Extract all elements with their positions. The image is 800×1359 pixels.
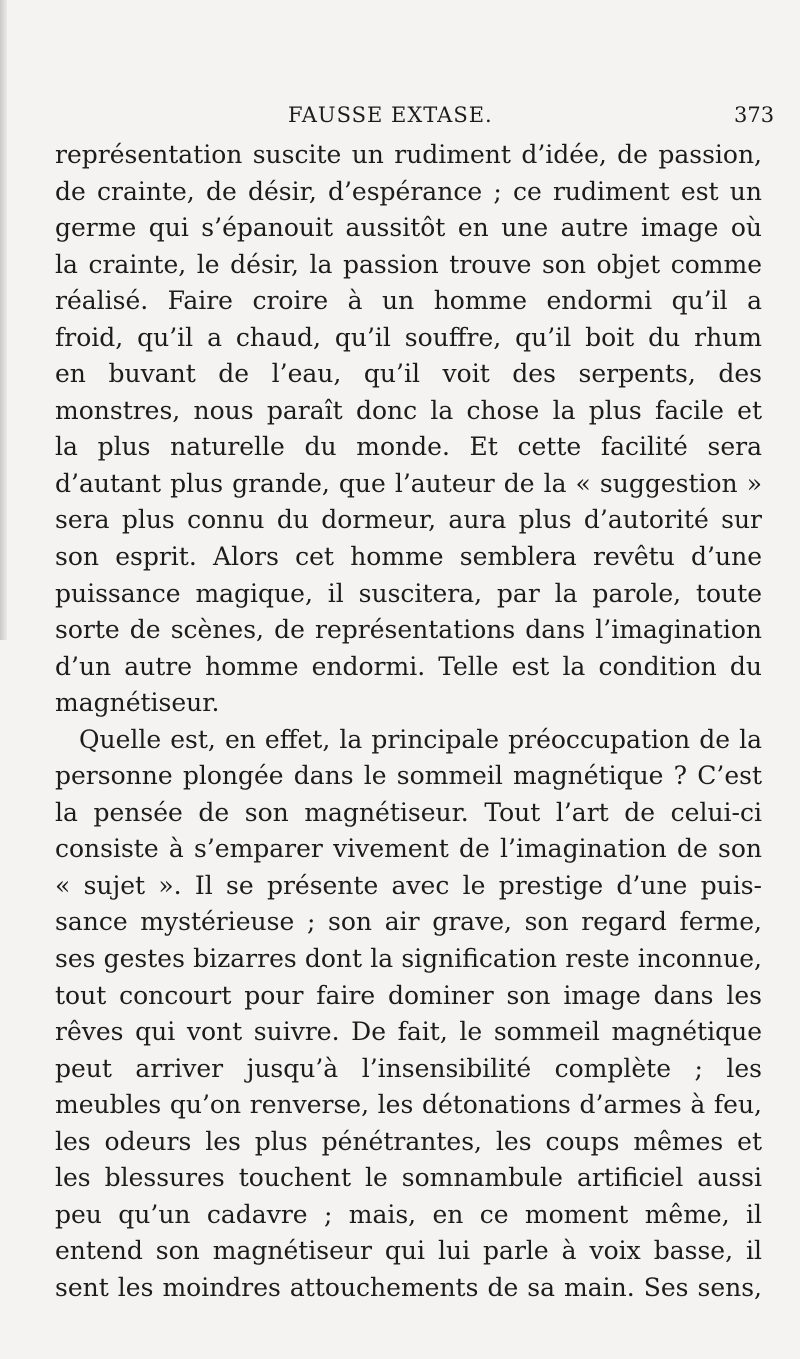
page-edge-shadow [0, 0, 7, 640]
body-text [55, 137, 762, 1307]
text-line: d’un autre homme endormi. Telle est la condition du [55, 651, 762, 681]
text-line: puissance magique, il suscitera, par la parole, toute [55, 578, 762, 608]
text-line: sorte de scènes, de représentations dans l’imagination [55, 615, 762, 645]
text-line: consiste à s’emparer vivement de l’imagination de son [55, 834, 762, 864]
text-line: la plus naturelle du monde. Et cette facilité sera [55, 432, 762, 462]
page-number: 373 [734, 103, 775, 127]
text-line: sent les moindres attouchements de sa main. Ses sens, [55, 1272, 762, 1302]
text-line: d’autant plus grande, que l’auteur de la « suggestion » [55, 468, 762, 498]
text-line: représentation suscite un rudiment d’idée, de passion, [55, 140, 762, 169]
text-line: « sujet ». Il se présente avec le prestige d’une puis- [55, 870, 762, 900]
text-line: la pensée de son magnétiseur. Tout l’art de celui-ci [55, 797, 762, 827]
text-line: réalisé. Faire croire à un homme endormi qu’il a [55, 286, 762, 316]
text-line: Quelle est, en effet, la principale préoccupation de la [79, 724, 762, 754]
text-line: magnétiseur. [55, 688, 220, 718]
text-line: sera plus connu du dormeur, aura plus d’autorité sur [55, 505, 762, 535]
text-line: sance mystérieuse ; son air grave, son regard ferme, [55, 907, 762, 937]
text-line: son esprit. Alors cet homme semblera revêtu d’une [55, 542, 762, 572]
text-line: en buvant de l’eau, qu’il voit des serpents, des [55, 359, 762, 389]
text-line: de crainte, de désir, d’espérance ; ce rudiment est un [55, 176, 762, 206]
text-line: peu qu’un cadavre ; mais, en ce moment même, il [55, 1199, 762, 1229]
text-line: monstres, nous paraît donc la chose la plus facile et [55, 395, 762, 425]
text-line: la crainte, le désir, la passion trouve son objet comme [55, 249, 762, 279]
text-line: tout concourt pour faire dominer son image dans les [55, 980, 762, 1010]
text-line: froid, qu’il a chaud, qu’il souffre, qu’il boit du rhum [55, 322, 762, 352]
text-line: les blessures touchent le somnambule artificiel aussi [55, 1163, 762, 1193]
text-line: germe qui s’épanouit aussitôt en une autre image où [55, 213, 762, 243]
text-line: ses gestes bizarres dont la signification reste inconnue, [55, 944, 762, 974]
running-head: FAUSSE EXTASE. [288, 103, 493, 127]
text-line: personne plongée dans le sommeil magnétique ? C’est [55, 761, 762, 791]
page-header [0, 103, 800, 133]
text-line: entend son magnétiseur qui lui parle à voix basse, il [55, 1236, 762, 1266]
text-line: les odeurs les plus pénétrantes, les coups mêmes et [55, 1126, 762, 1156]
text-line: rêves qui vont suivre. De fait, le sommeil magnétique [55, 1017, 762, 1047]
text-line: meubles qu’on renverse, les détonations d’armes à feu, [55, 1090, 762, 1120]
text-line: peut arriver jusqu’à l’insensibilité complète ; les [55, 1053, 762, 1083]
